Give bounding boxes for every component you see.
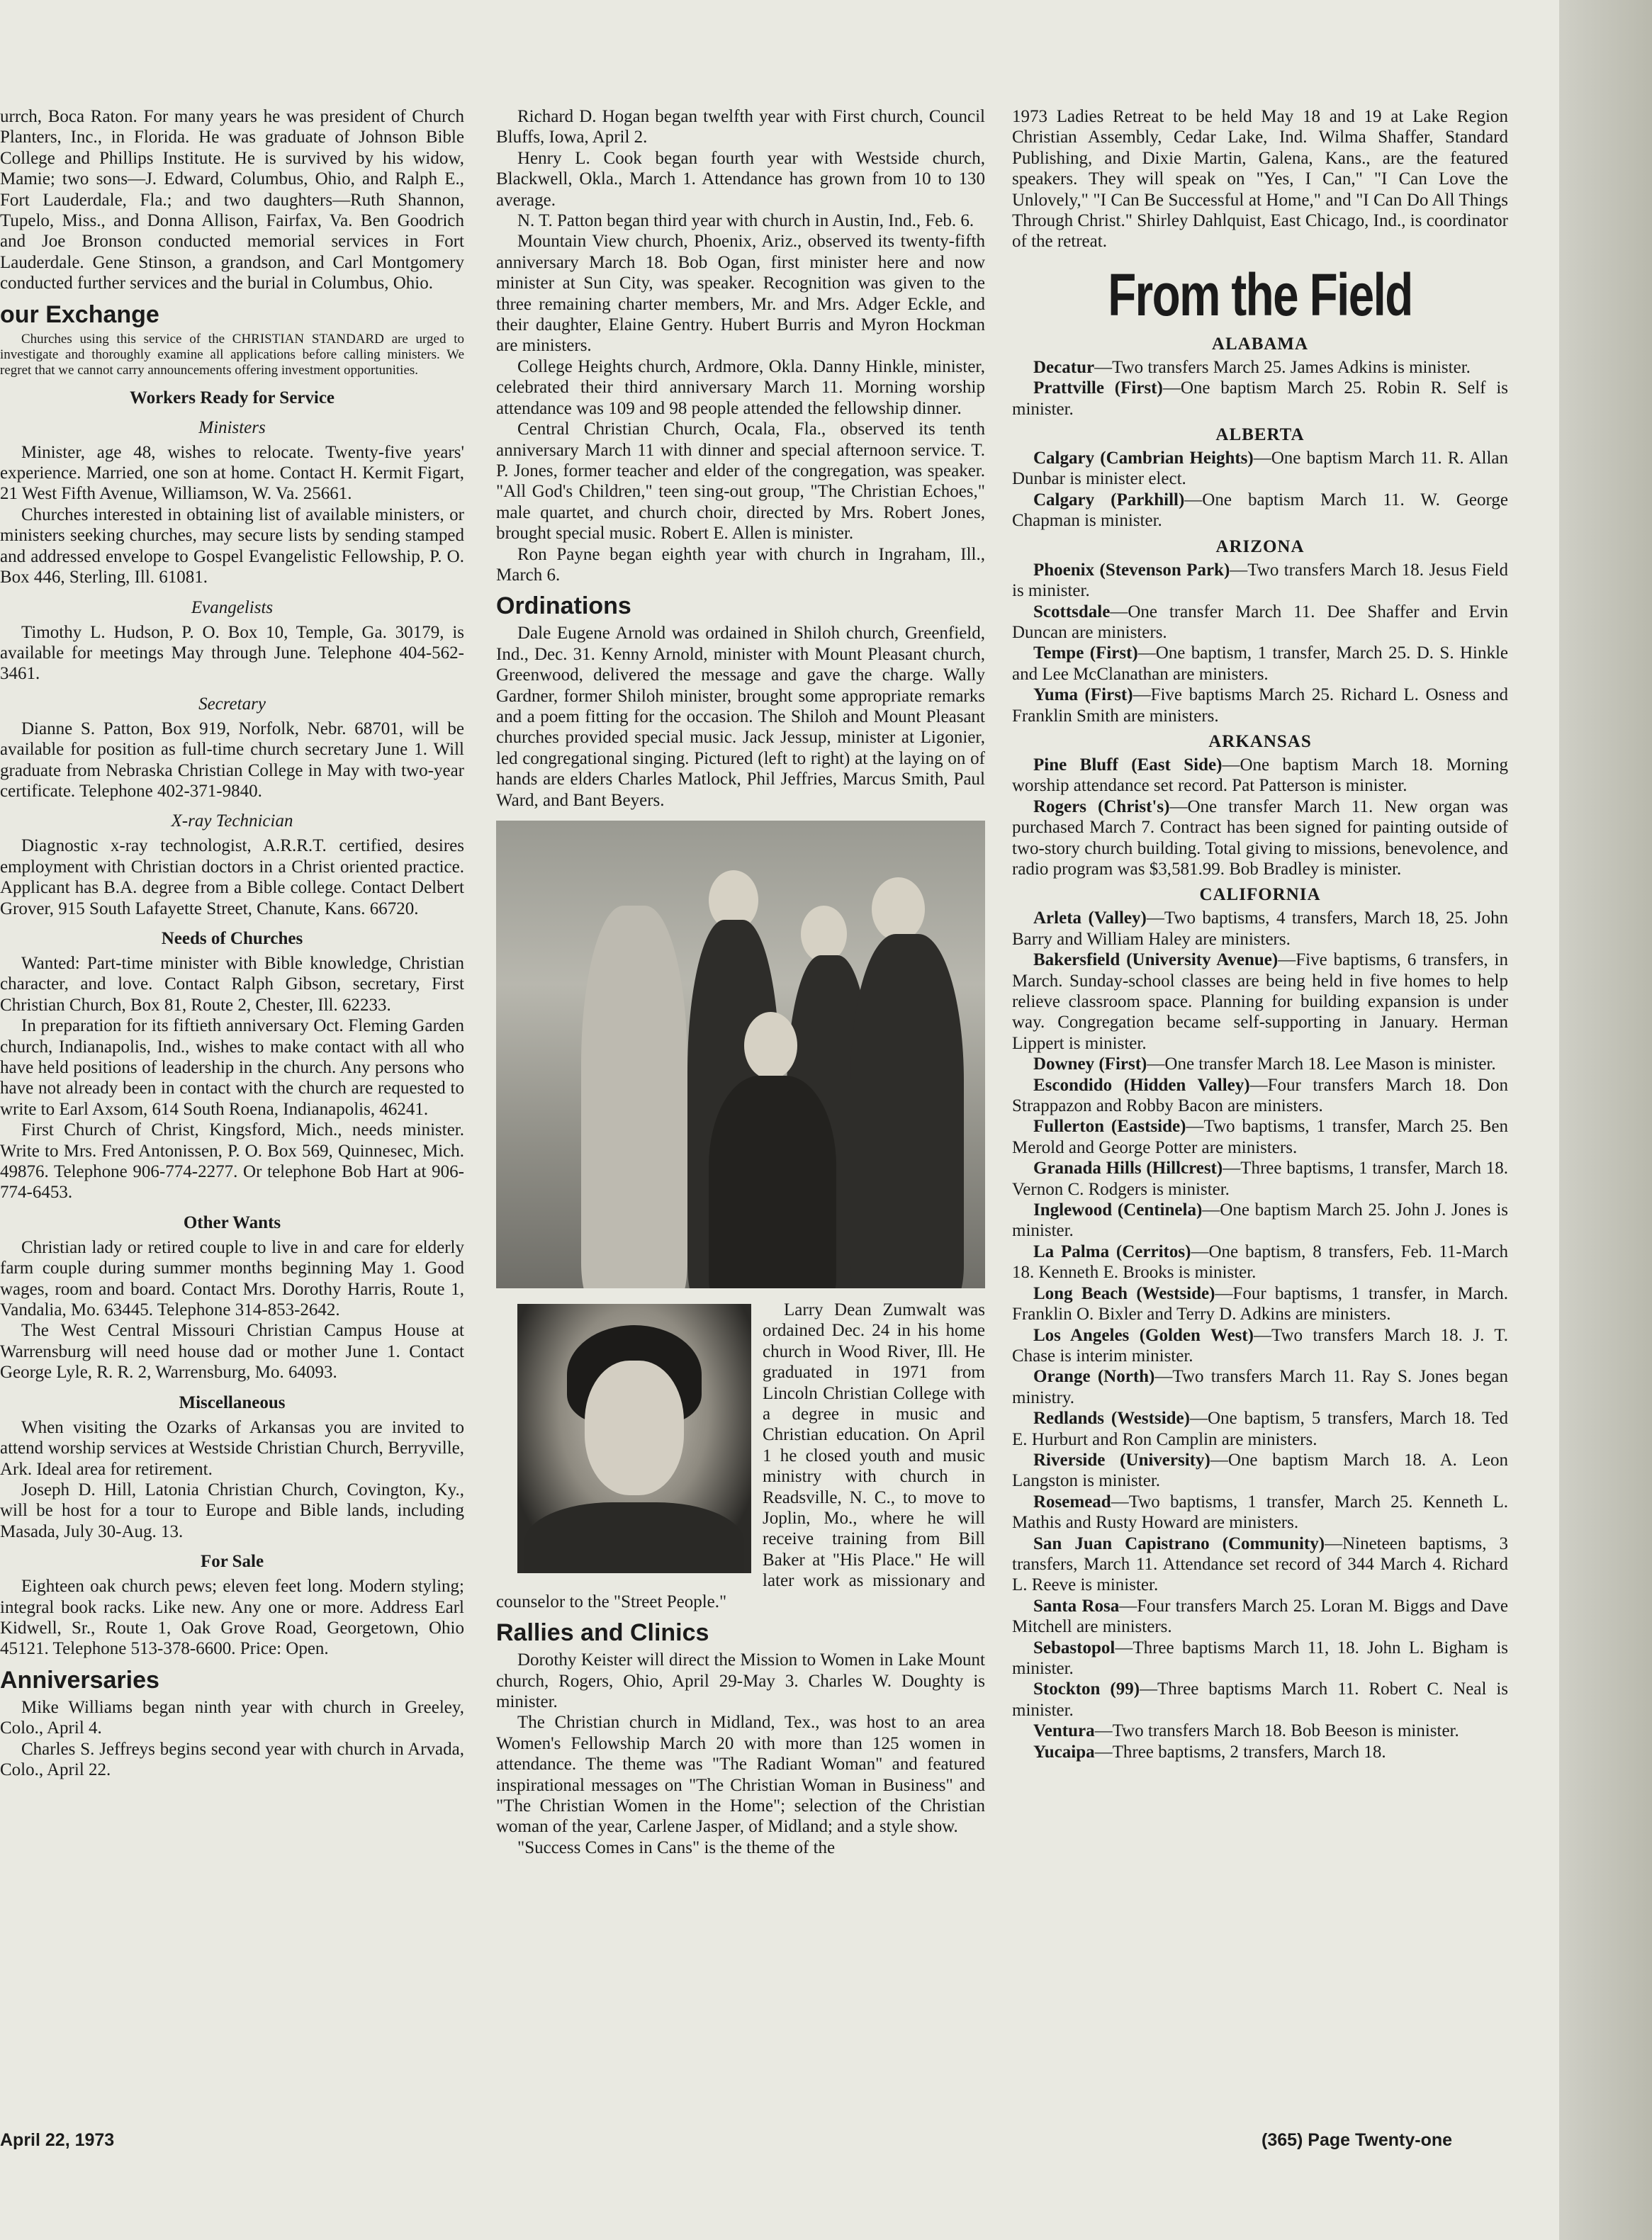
secretary-heading: Secretary: [198, 694, 266, 714]
field-report-item: [1012, 357, 1508, 378]
report-text: —Three baptisms March 11. Robert C. Neal is minister.: [1012, 1679, 1508, 1720]
news-item: Mike Williams began ninth year with church in Greeley, Colo., April 4.: [0, 1697, 464, 1738]
state-heading: ALABAMA: [1211, 334, 1309, 354]
report-text: —Two baptisms, 1 transfer, March 25. Ben Merold and George Potter are ministers.: [1012, 1117, 1508, 1157]
church-name: Orange (North): [1033, 1367, 1155, 1387]
ad-item: Minister, age 48, wishes to relocate. Twenty-five years' experience. Married, one son at home. Contact H. Kermit Figart, 21 West Fifth Avenue, Williamson, W. Va. 25661.: [0, 442, 464, 504]
sale-heading: For Sale: [200, 1552, 264, 1572]
news-item: Central Christian Church, Ocala, Fla., observed its tenth anniversary March 11 with dinner and special afternoon service. T. P. Jones, former teacher and elder of the congregation, was speaker. "All God's Children," teen sing-out group, "The Christian Echoes," male quartet, and church choir, directed by Mrs. Robert Jones, brought special music. Robert E. Allen is minister.: [496, 420, 985, 544]
report-text: —Nineteen baptisms, 3 transfers, March 11. Attendance set record of 344 March 4. Richard L. Reeve is minister.: [1012, 1533, 1508, 1595]
ad-item: Dianne S. Patton, Box 919, Norfolk, Nebr. 68701, will be available for position as full-time church secretary June 1. Will graduate from Nebraska Christian College in May with two-year certificate. Telephone 402-371-9840.: [0, 719, 464, 801]
report-text: —One baptism, 5 transfers, March 18. Ted E. Hurburt and Ron Camplin are ministers.: [1012, 1409, 1508, 1449]
ad-item: Joseph D. Hill, Latonia Christian Church, Covington, Ky., will be host for a tour to Europe and Bible lands, including Masada, July 30-Aug. 13.: [0, 1480, 464, 1541]
news-item: Dale Eugene Arnold was ordained in Shiloh church, Greenfield, Ind., Dec. 31. Kenny Arnold, minister with Mount Pleasant church, Greenwood, delivered the message and gave the charge. Wally Gardner, former Shiloh minister, brought some appropriate remarks and a poem fitting for the occasion. The Shiloh and Mount Pleasant churches provided special music. Jack Jessup, minister at Ligonier, led congregational singing. Pictured (left to right) at the laying on of hands are elders Charles Matlock, Phil Jeffries, Marcus Smith, Paul Ward, and Bant Beyers.: [496, 624, 985, 810]
church-name: Escondido (Hidden Valley): [1033, 1075, 1250, 1095]
column-left: [0, 106, 464, 1780]
news-item: N. T. Patton began third year with church in Austin, Ind., Feb. 6.: [517, 211, 974, 231]
church-name: Fullerton (Eastside): [1033, 1117, 1186, 1137]
news-item: Richard D. Hogan began twelfth year with First church, Council Bluffs, Iowa, April 2.: [496, 107, 985, 147]
church-name: Downey (First): [1033, 1054, 1147, 1074]
news-item: Ron Payne began eighth year with church in Ingraham, Ill., March 6.: [496, 544, 985, 585]
report-text: —One baptism, 1 transfer, March 25. D. S. Hinkle and Lee McClanathan are ministers.: [1012, 643, 1508, 684]
report-text: —Three baptisms March 11, 18. John L. Bigham is minister.: [1012, 1638, 1508, 1678]
field-report-item: [1012, 1533, 1508, 1596]
field-reports: [1012, 334, 1508, 1762]
wants-heading: Other Wants: [183, 1212, 281, 1232]
church-name: Phoenix (Stevenson Park): [1033, 560, 1230, 580]
news-item: Dorothy Keister will direct the Mission to Women in Lake Mount church, Rogers, Ohio, April 29-May 3. Charles W. Doughty is minister.: [496, 1650, 985, 1711]
church-name: Arleta (Valley): [1033, 908, 1147, 928]
church-name: Calgary (Cambrian Heights): [1033, 449, 1254, 468]
field-report-item: [1012, 560, 1508, 602]
field-report-item: [1012, 1325, 1508, 1367]
ad-item: Timothy L. Hudson, P. O. Box 10, Temple, Ga. 30179, is available for meetings May through June. Telephone 404-562-3461.: [0, 622, 464, 684]
church-name: Scottsdale: [1033, 602, 1111, 621]
state-heading: CALIFORNIA: [1199, 885, 1321, 905]
report-text: —Two transfers March 11. Ray S. Jones began ministry.: [1012, 1367, 1508, 1407]
report-text: —Four transfers March 25. Loran M. Biggs and Dave Mitchell are ministers.: [1012, 1596, 1508, 1637]
report-text: —Two transfers March 18. Bob Beeson is minister.: [1094, 1721, 1459, 1741]
misc-heading: Miscellaneous: [179, 1392, 286, 1412]
report-text: —One baptism March 18. A. Leon Langston is minister.: [1012, 1450, 1508, 1491]
news-item: 1973 Ladies Retreat to be held May 18 and 19 at Lake Region Christian Assembly, Cedar Lake, Ind. Wilma Shaffer, Standard Publishing, and Dixie Martin, Galena, Kans., are the featured speakers. They will speak on "Yes, I Can," "I Can Love the Unlovely," "I Can Be Successful at Home," and "I Can Do All Things Through Christ." Shirley Dahlquist, East Chicago, Ind., is coordinator of the retreat.: [1012, 107, 1508, 252]
report-text: —Four transfers March 18. Don Strappazon and Robby Bacon are ministers.: [1012, 1075, 1508, 1116]
church-name: Los Angeles (Golden West): [1033, 1325, 1254, 1345]
church-name: Inglewood (Centinela): [1033, 1200, 1203, 1220]
church-name: Granada Hills (Hillcrest): [1033, 1159, 1223, 1178]
field-report-item: [1012, 1596, 1508, 1638]
field-report-item: [1012, 378, 1508, 420]
zumwalt-portrait: [517, 1304, 751, 1573]
state-heading: ALBERTA: [1215, 425, 1305, 445]
report-text: —One baptism March 11. R. Allan Dunbar is minister elect.: [1012, 449, 1508, 489]
report-text: —One baptism March 18. Morning worship attendance set record. Pat Patterson is minister.: [1012, 755, 1508, 796]
church-name: Stockton (99): [1033, 1679, 1140, 1699]
news-item: Charles S. Jeffreys begins second year with church in Arvada, Colo., April 22.: [0, 1739, 464, 1779]
field-report-item: [1012, 1638, 1508, 1679]
report-text: —Four baptisms, 1 transfer, in March. Franklin O. Bixler and Terry D. Adkins are ministers.: [1012, 1283, 1508, 1324]
church-name: Rosemead: [1033, 1492, 1111, 1512]
ad-item: The West Central Missouri Christian Campus House at Warrensburg will need house dad or mother June 1. Contact George Lyle, R. R. 2, Warrensburg, Mo. 64093.: [0, 1321, 464, 1383]
news-item: Mountain View church, Phoenix, Ariz., observed its twenty-fifth anniversary March 18. Bob Ogan, first minister here and now minister at Sun City, was speaker. Recognition was given to the three remaining charter members, Mr. and Mrs. Adger Eckle, and their daughter, Elaine Gentry. Hubert Burris and Myron Hockman are ministers.: [496, 232, 985, 356]
report-text: —Two transfers March 18. J. T. Chase is interim minister.: [1012, 1325, 1509, 1366]
report-text: —Three baptisms, 1 transfer, March 18. Vernon C. Rodgers is minister.: [1012, 1159, 1508, 1199]
ad-item: First Church of Christ, Kingsford, Mich., needs minister. Write to Mrs. Fred Antonissen, P. O. Box 569, Quinnesec, Mich. 49876. Telephone 906-774-2277. Or telephone Bob Hart at 906-774-6453.: [0, 1120, 464, 1203]
report-text: —One baptism March 25. John J. Jones is minister.: [1012, 1200, 1508, 1241]
ad-item: When visiting the Ozarks of Arkansas you are invited to attend worship services at Westside Christian Church, Berryville, Ark. Ideal area for retirement.: [0, 1417, 464, 1479]
report-text: —One transfer March 11. Dee Shaffer and Ervin Duncan are ministers.: [1012, 602, 1508, 642]
anniversaries-heading: Anniversaries: [0, 1666, 159, 1694]
workers-heading: Workers Ready for Service: [129, 388, 335, 407]
report-text: —Three baptisms, 2 transfers, March 18.: [1094, 1742, 1386, 1762]
footer-date: April 22, 1973: [0, 2130, 115, 2150]
ad-item: Christian lady or retired couple to live in and care for elderly farm couple during summer months beginning May 1. Good wages, room and board. Contact Mrs. Dorothy Harris, Route 1, Vandalia, Mo. 63445. Telephone 314-853-2642.: [0, 1237, 464, 1320]
church-name: Yucaipa: [1033, 1742, 1095, 1762]
field-report-item: [1012, 1679, 1508, 1721]
ordinations-heading: Ordinations: [496, 592, 631, 620]
church-name: Santa Rosa: [1033, 1596, 1120, 1616]
ad-item: Wanted: Part-time minister with Bible knowledge, Christian character, and love. Contact Ralph Gibson, secretary, First Christian Church, Box 81, Route 2, Chester, Ill. 62233.: [0, 953, 464, 1015]
field-report-item: [1012, 1450, 1508, 1492]
ordination-photo: [496, 821, 985, 1288]
field-report-item: [1012, 908, 1508, 950]
church-name: Sebastopol: [1033, 1638, 1116, 1658]
field-report-item: [1012, 1054, 1508, 1074]
news-item: Henry L. Cook began fourth year with Westside church, Blackwell, Okla., March 1. Attendance has grown from 10 to 130 average.: [496, 148, 985, 210]
church-name: Prattville (First): [1033, 378, 1163, 398]
obituary-text: urrch, Boca Raton. For many years he was president of Church Planters, Inc., in Florida. He was graduate of Johnson Bible College and Phillips Institute. He is survived by his widow, Mamie; two sons—J. Edward, Columbus, Ohio, and Ralph E., Fort Lauderdale, Fla.; and two daughters—Ruth Shannon, Tupelo, Miss., and Donna Allison, Fairfax, Va. Ben Goodrich and Joe Bronson conducted memorial services in Fort Lauderdale. Gene Stinson, a grandson, and Carl Montgomery conducted further services and the burial in Columbus, Ohio.: [0, 107, 464, 293]
church-name: Long Beach (Westside): [1033, 1283, 1215, 1303]
xray-heading: X-ray Technician: [171, 811, 293, 831]
report-text: —Two baptisms, 4 transfers, March 18, 25. John Barry and William Haley are ministers.: [1012, 908, 1508, 949]
church-name: Yuma (First): [1033, 685, 1133, 705]
report-text: —One baptism March 11. W. George Chapman is minister.: [1012, 490, 1508, 531]
field-report-item: [1012, 1116, 1508, 1158]
ad-item: Churches interested in obtaining list of available ministers, or ministers seeking churches, may secure lists by sending stamped and addressed envelope to Gospel Evangelistic Fellowship, P. O. Box 446, Sterling, Ill. 61081.: [0, 505, 464, 587]
report-text: —One transfer March 11. New organ was purchased March 7. Contract has been signed for painting outside of two-story church building. Total giving to missions, benevolence, and radio program was $3,581.99. Bob Bradley is minister.: [1012, 797, 1508, 879]
field-report-item: [1012, 490, 1508, 531]
field-report-item: [1012, 950, 1508, 1054]
from-the-field-title: From the Field: [1108, 261, 1412, 328]
church-name: Ventura: [1033, 1721, 1095, 1741]
field-report-item: [1012, 448, 1508, 490]
field-report-item: [1012, 1242, 1508, 1283]
report-text: —Five baptisms, 6 transfers, in March. Sunday-school classes are being held in five homes to help relieve classroom space. Planning for building expansion is under way. Congregation became self-supporting in January. Herman Lippert is minister.: [1012, 950, 1508, 1053]
state-heading: ARIZONA: [1215, 536, 1305, 556]
field-report-item: [1012, 755, 1508, 797]
report-text: —One transfer March 18. Lee Mason is minister.: [1147, 1054, 1496, 1074]
field-report-item: [1012, 602, 1508, 643]
church-name: Decatur: [1033, 357, 1095, 377]
report-text: —Two transfers March 25. James Adkins is minister.: [1094, 357, 1471, 377]
field-report-item: [1012, 685, 1508, 726]
news-item: College Heights church, Ardmore, Okla. Danny Hinkle, minister, celebrated their third anniversary March 11. Morning worship attendance was 109 and 98 people attended the fellowship dinner.: [496, 356, 985, 418]
field-report-item: [1012, 1158, 1508, 1200]
field-report-item: [1012, 1283, 1508, 1325]
ministers-heading: Ministers: [198, 417, 266, 437]
field-report-item: [1012, 797, 1508, 880]
news-item: The Christian church in Midland, Tex., was host to an area Women's Fellowship March 20 with more than 125 women in attendance. The theme was "The Radiant Woman" and featured inspirational messages on "The Christian Woman in Business" and "The Christian Women in the Home"; selection of the Christian woman of the year, Carlene Jasper, of Midland; and a style show.: [496, 1713, 985, 1837]
report-text: —Five baptisms March 25. Richard L. Osness and Franklin Smith are ministers.: [1012, 685, 1508, 726]
footer-page-number: (365) Page Twenty-one: [1262, 2130, 1453, 2150]
news-item: Larry Dean Zumwalt was ordained Dec. 24 in his home church in Wood River, Ill. He graduated in 1971 from Lincoln Christian College with a degree in music and Christian education. On April 1 he closed youth and music ministry with church in Readsville, N. C., to move to Joplin, Mo., where he will receive training from Bill Baker at "His Place." He will later work as missionary and counselor to the "Street People.": [496, 1300, 985, 1611]
ad-item: Eighteen oak church pews; eleven feet long. Modern styling; integral book racks. Like new. Any one or more. Address Earl Kidwell, Sr., Route 1, Oak Grove Road, Georgetown, Ohio 45121. Telephone 513-378-6600. Price: Open.: [0, 1577, 464, 1659]
field-report-item: [1012, 1366, 1508, 1408]
ad-item: Diagnostic x-ray technologist, A.R.R.T. certified, desires employment with Christian doctors in a Christ oriented practice. Applicant has B.A. degree from a Bible college. Contact Delbert Grover, 915 South Lafayette Street, Chanute, Kans. 66720.: [0, 836, 464, 918]
state-heading: ARKANSAS: [1208, 731, 1312, 751]
church-name: Tempe (First): [1033, 643, 1138, 663]
field-report-item: [1012, 1721, 1508, 1741]
field-report-item: [1012, 1492, 1508, 1533]
rallies-heading: Rallies and Clinics: [496, 1619, 709, 1647]
church-name: La Palma (Cerritos): [1033, 1242, 1191, 1261]
exchange-heading: our Exchange: [0, 300, 159, 328]
church-name: San Juan Capistrano (Community): [1033, 1533, 1325, 1553]
report-text: —One baptism, 8 transfers, Feb. 11-March 18. Kenneth E. Brooks is minister.: [1012, 1242, 1509, 1283]
needs-heading: Needs of Churches: [161, 928, 303, 948]
field-report-item: [1012, 1075, 1508, 1117]
church-name: Bakersfield (University Avenue): [1033, 950, 1279, 970]
church-name: Rogers (Christ's): [1033, 797, 1170, 816]
field-report-item: [1012, 1742, 1508, 1762]
page-edge-shadow: [1559, 0, 1652, 2240]
church-name: Pine Bluff (East Side): [1033, 755, 1223, 775]
field-report-item: [1012, 1408, 1508, 1450]
column-middle: [496, 106, 985, 1858]
ad-item: In preparation for its fiftieth anniversary Oct. Fleming Garden church, Indianapolis, Ind., wishes to make contact with all who have held positions of leadership in the church. Any persons who have not already been in contact with the church are requested to write to Earl Axsom, 614 South Roena, Indianapolis, 46241.: [0, 1016, 464, 1119]
column-right: [1012, 106, 1508, 1762]
report-text: —One baptism March 25. Robin R. Self is minister.: [1012, 378, 1508, 419]
field-report-item: [1012, 643, 1508, 685]
news-item: "Success Comes in Cans" is the theme of the: [517, 1837, 836, 1857]
field-report-item: [1012, 1200, 1508, 1242]
exchange-note: Churches using this service of the CHRISTIAN STANDARD are urged to investigate and thoroughly examine all applications before calling ministers. We regret that we cannot carry announcements offering investment opportunities.: [0, 331, 464, 378]
report-text: —Two transfers March 18. Jesus Field is minister.: [1012, 560, 1508, 601]
church-name: Riverside (University): [1033, 1450, 1210, 1470]
ministers-ads: [0, 442, 464, 588]
church-name: Redlands (Westside): [1033, 1409, 1190, 1429]
evangelists-heading: Evangelists: [191, 597, 274, 617]
church-name: Calgary (Parkhill): [1033, 490, 1185, 510]
report-text: —Two baptisms, 1 transfer, March 25. Kenneth L. Mathis and Rusty Howard are ministers.: [1012, 1492, 1508, 1533]
